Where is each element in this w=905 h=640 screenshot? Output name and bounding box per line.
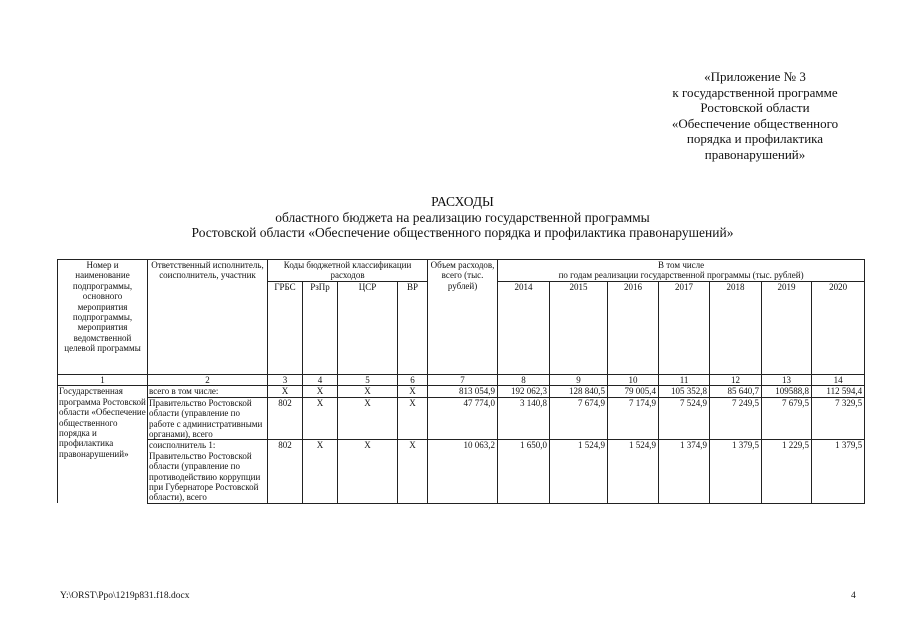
years-group-line-2: по годам реализации государственной программы (тыс. рублей) [558,270,804,281]
grbs-cell: 802 [268,440,303,503]
header-rzpr: РзПр [303,282,338,375]
header-codes-group: Коды бюджетной классификации расходов [268,260,428,282]
year-value-cell: 109588,8 [762,386,812,397]
year-value-cell: 7 674,9 [550,397,608,440]
rzpr-cell: Х [303,386,338,397]
column-numbers-row [58,375,865,386]
table-row [58,440,865,503]
vr-cell: Х [398,386,428,397]
page-number: 4 [851,591,856,601]
total-cell: 813 054,9 [428,386,498,397]
column-number: 10 [608,375,659,386]
grbs-cell: Х [268,386,303,397]
year-value-cell: 3 140,8 [498,397,550,440]
table-row [58,397,865,440]
executor-cell: соисполнитель 1: Правительство Ростовской области (управление по противодействию коррупции при Губернаторе Ростовской области), всего [148,440,268,503]
header-year: 2016 [608,282,659,375]
footer-file-path: Y:\ORST\Ppo\1219p831.f18.docx [60,591,190,601]
header-year: 2020 [812,282,865,375]
year-value-cell: 1 229,5 [762,440,812,503]
appendix-line: Ростовской области [700,100,810,115]
appendix-line: порядка и профилактика [686,131,824,146]
column-number: 11 [659,375,710,386]
program-name-cell: Государственная программа Ростовской области «Обеспечение общественного порядка и профилактика правонарушений» [58,386,148,503]
csr-cell: Х [338,440,398,503]
header-vr: ВР [398,282,428,375]
year-value-cell: 112 594,4 [812,386,865,397]
header-program-name: Номер и наименование подпрограммы, основного мероприятия подпрограммы, мероприятия ведомственной целевой программы [58,260,148,375]
year-value-cell: 128 840,5 [550,386,608,397]
document-title [60,194,865,241]
column-number: 14 [812,375,865,386]
total-cell: 47 774,0 [428,397,498,440]
column-number: 5 [338,375,398,386]
column-number: 3 [268,375,303,386]
column-number: 7 [428,375,498,386]
column-number: 9 [550,375,608,386]
years-group-line-1: В том числе [657,260,705,270]
header-year: 2018 [710,282,762,375]
vr-cell: Х [398,397,428,440]
csr-cell: Х [338,386,398,397]
header-years-group [498,260,865,282]
expenses-table [57,259,865,504]
title-line-2: Ростовской области «Обеспечение общественного порядка и профилактика правонарушений» [191,225,734,240]
table-row [58,386,865,397]
header-year: 2015 [550,282,608,375]
appendix-line: правонарушений» [704,146,806,162]
column-number: 6 [398,375,428,386]
year-value-cell: 192 062,3 [498,386,550,397]
title-heading: РАСХОДЫ [431,194,494,209]
header-row-1 [58,260,865,282]
grbs-cell: 802 [268,397,303,440]
year-value-cell: 1 374,9 [659,440,710,503]
column-number: 13 [762,375,812,386]
year-value-cell: 79 005,4 [608,386,659,397]
header-executor: Ответственный исполнитель, соисполнитель, участник [148,260,268,375]
column-number: 4 [303,375,338,386]
year-value-cell: 7 679,5 [762,397,812,440]
vr-cell: Х [398,440,428,503]
executor-cell: всего в том числе: [148,386,268,397]
csr-cell: Х [338,397,398,440]
header-year: 2014 [498,282,550,375]
appendix-line: «Приложение № 3 [704,69,806,84]
header-volume: Объем расходов, всего (тыс. рублей) [428,260,498,375]
header-grbs: ГРБС [268,282,303,375]
column-number: 2 [148,375,268,386]
year-value-cell: 1 650,0 [498,440,550,503]
year-value-cell: 7 524,9 [659,397,710,440]
header-year: 2019 [762,282,812,375]
year-value-cell: 1 379,5 [812,440,865,503]
year-value-cell: 1 524,9 [550,440,608,503]
year-value-cell: 7 249,5 [710,397,762,440]
column-number: 8 [498,375,550,386]
column-number: 12 [710,375,762,386]
header-csr: ЦСР [338,282,398,375]
total-cell: 10 063,2 [428,440,498,503]
appendix-line: к государственной программе [672,84,838,100]
year-value-cell: 7 174,9 [608,397,659,440]
year-value-cell: 1 379,5 [710,440,762,503]
rzpr-cell: Х [303,440,338,503]
rzpr-cell: Х [303,397,338,440]
appendix-line: «Обеспечение общественного [671,115,839,131]
title-line-1: областного бюджета на реализацию государственной программы [275,209,650,225]
year-value-cell: 1 524,9 [608,440,659,503]
year-value-cell: 7 329,5 [812,397,865,440]
year-value-cell: 105 352,8 [659,386,710,397]
year-value-cell: 85 640,7 [710,386,762,397]
column-number: 1 [58,375,148,386]
header-year: 2017 [659,282,710,375]
appendix-block [620,69,890,162]
executor-cell: Правительство Ростовской области (управление по работе с административными органами), всего [148,397,268,440]
